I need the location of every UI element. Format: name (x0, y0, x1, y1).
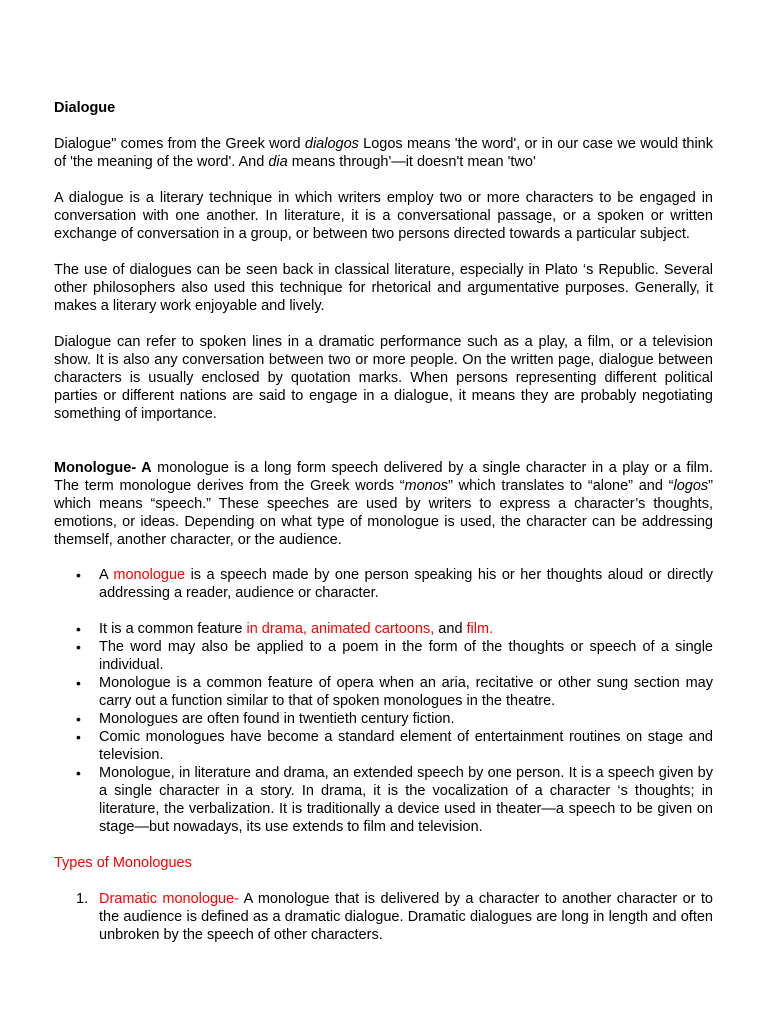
bullet-icon: • (76, 729, 81, 745)
list-item: 1. Dramatic monologue- A monologue that is delivered by a character to another character or to the audience is defined as a dramatic dialogue. Dramatic dialogues are long in length and often unbroken by the speech of other characters. (76, 891, 713, 943)
list-item: • Monologues are often found in twentieth century fiction. (76, 711, 455, 727)
types-numbered-list (54, 890, 713, 944)
bullet-icon: • (76, 621, 81, 637)
dialogue-etymology-paragraph: Dialogue" comes from the Greek word dialogos Logos means 'the word', or in our case we would think of 'the meaning of the word'. And dia means through'—it doesn't mean 'two' (54, 136, 713, 170)
dialogue-usage-paragraph: Dialogue can refer to spoken lines in a dramatic performance such as a play, a film, or a television show. It is also any conversation between two or more people. On the written page, dialogue between characters is usually enclosed by quotation marks. When persons representing different political parties or different nations are said to engage in a dialogue, it means they are probably negotiating something of importance. (54, 334, 713, 422)
document-body (54, 99, 713, 944)
list-item: • Monologue is a common feature of opera when an aria, recitative or other sung section may carry out a function similar to that of spoken monologues in the theatre. (76, 675, 713, 709)
dialogue-definition-paragraph: A dialogue is a literary technique in which writers employ two or more characters to be engaged in conversation with one another. In literature, it is a conversational passage, or a spoken or written exchange of conversation in a group, or between two persons directed towards a particular subject. (54, 190, 713, 242)
list-item: • It is a common feature in drama, animated cartoons, and film. (76, 621, 494, 637)
list-item: • Comic monologues have become a standard element of entertainment routines on stage and television. (76, 729, 713, 763)
bullet-icon: • (76, 675, 81, 691)
monologue-intro-paragraph: Monologue- A monologue is a long form speech delivered by a single character in a play or a film. The term monologue derives from the Greek words “monos” which translates to “alone” and “logos” which means “speech.” These speeches are used by writers to express a character’s thoughts, emotions, or ideas. Depending on what type of monologue is used, the character can be addressing themself, another character, or the audience. (54, 460, 714, 548)
monologue-link[interactable]: monologue (113, 567, 186, 583)
monologue-bullet-list-b (54, 620, 713, 836)
bullet-icon: • (76, 711, 81, 727)
bullet-icon: • (76, 765, 81, 781)
monologue-heading: Monologue- A (54, 460, 152, 476)
list-item: • A monologue is a speech made by one person speaking his or her thoughts aloud or directly addressing a reader, audience or character. (76, 567, 713, 601)
drama-cartoons-link[interactable]: in drama, animated cartoons, (246, 621, 435, 637)
list-number: 1. (76, 891, 89, 907)
bullet-icon: • (76, 567, 81, 583)
monologue-bullet-list-a (54, 566, 713, 602)
types-heading: Types of Monologues (54, 855, 192, 871)
dramatic-monologue-term[interactable]: Dramatic monologue- (99, 891, 239, 907)
bullet-icon: • (76, 639, 81, 655)
dialogue-history-paragraph: The use of dialogues can be seen back in classical literature, especially in Plato ‘s Republic. Several other philosophers also used this technique for rhetorical and argumentative purposes. Generally, it makes a literary work enjoyable and lively. (54, 262, 713, 314)
list-item: • Monologue, in literature and drama, an extended speech by one person. It is a speech given by a single character in a story. In drama, it is the vocalization of a character ‘s thoughts; in literature, the verbalization. It is traditionally a device used in theater—a speech to be given on stage—but nowadays, its use extends to film and television. (76, 765, 713, 835)
dialogue-heading: Dialogue (54, 100, 116, 116)
film-link[interactable]: film. (466, 621, 494, 637)
list-item: • The word may also be applied to a poem in the form of the thoughts or speech of a single individual. (76, 639, 713, 673)
